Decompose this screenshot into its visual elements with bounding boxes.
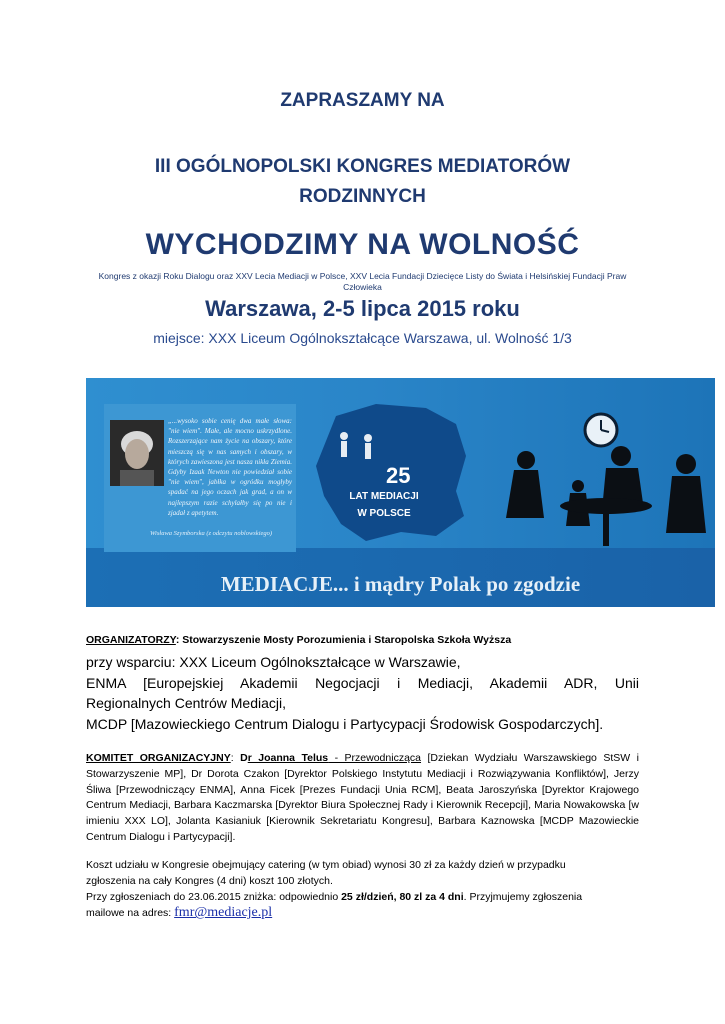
fees-text: . Przyjmujemy zgłoszenia [463,890,583,903]
family-table-icon [486,398,715,550]
committee-chair-role: - Przewodnicząca [328,752,422,764]
fees-block [86,858,639,922]
event-date: Warszawa, 2-5 lipca 2015 roku [205,296,520,321]
quote-text: „...wysoko sobie cenię dwa małe słowa: "nie wiem". Małe, ale mocno uskrzydlone. Rozszerzające nam życie na obszary, które mieszczą się w nas samych i obszary, w których zawieszona jest nasza nikła Ziemia. Gdyby Izaak Newton nie powiedział sobie "nie wiem", jabłka w ogródku mogłyby spadać na jego oczach jak grad, a on w najlepszym razie schylałby się po nie i zjadał z apetytem. [168,417,292,517]
fees-line: zgłoszenia na cały Kongres (4 dni) koszt 100 złotych. [86,874,333,887]
committee-label: KOMITET ORGANIZACYJNY [86,752,231,764]
fees-text: Przy zgłoszeniach do 23.06.2015 zniżka: odpowiednio [86,890,342,903]
fees-line [86,905,639,922]
banner-slogan: MEDIACJE... i mądry Polak po zgodzie [220,572,581,596]
support-line: MCDP [Mazowieckiego Centrum Dialogu i Partycypacji Środowisk Gospodarczych]. [86,715,604,732]
banner-image [86,378,715,607]
organizers-label: ORGANIZATORZY [86,634,176,646]
event-place: miejsce: XXX Liceum Ogólnokształcące Warszawa, ul. Wolność 1/3 [153,330,572,346]
subtitle: Kongres z okazji Roku Dialogu oraz XXV Lecia Mediacji w Polsce, XXV Lecia Fundacji Dziecięce Listy do Świata i Helsińskiej Fundacji Praw Człowieka [98,271,627,292]
quote-author: Wisława Szymborska (z odczytu noblowskiego) [150,530,273,537]
committee-sep: : [230,752,241,764]
country-label: W POLSCE [357,508,411,519]
committee-block [86,751,639,846]
slogan-heading: WYCHODZIMY NA WOLNOŚĆ [145,228,580,261]
fees-line [86,890,639,906]
committee-chair-prefix: D [240,752,248,764]
organizers-line [86,634,639,646]
support-line: Regionalnych Centrów Mediacji, [86,695,286,711]
email-link[interactable]: fmr@mediacje.pl [174,905,273,921]
support-line: ENMA [Europejskiej Akademii Negocjacji i Mediacji, Akademii ADR, Unii [86,674,639,691]
committee-chair: r Joanna Telus [247,752,329,764]
congress-title: III OGÓLNOPOLSKI KONGRES MEDIATORÓW RODZINNYCH [154,156,571,207]
invite-heading: ZAPRASZAMY NA [280,90,445,111]
support-block [86,652,639,734]
organizers-value: : Stowarzyszenie Mosty Porozumienia i Staropolska Szkoła Wyższa [175,634,512,646]
quote-box [104,404,296,552]
years-label: LAT MEDIACJI [349,491,419,502]
fees-line: Koszt udziału w Kongresie obejmujący catering (w tym obiad) wynosi 30 zł za każdy dzień w przypadku [86,859,566,871]
fees-text: mailowe na adres: [86,907,175,920]
committee-members: [Dziekan Wydziału Warszawskiego StSW i Stowarzyszenie MP], Dr Dorota Czakon [Dyrektor Polskiego Instytutu Mediacji i Rozwiązywania Konfliktów], Jerzy Śliwa [Przewodniczący ENMA], Anna Ficek [Prezes Fundacji Unia RCM], Beata Jaroszyńska [Dyrektor Krajowego Centrum Mediacji, Barbara Kaczmarska [Dyrektor Biura Społecznej Rady i Kierownik Recepcji], Maria Nowakowska [w imieniu XXX LO], Jolanta Kasianiuk [Kierownik Sekretariatu Kongresu], Barbara Kaznowska [MCDP Mazowieckie Centrum Dialogu i Partycypacji]. [86,752,639,843]
years-number: 25 [386,463,411,488]
fees-discount: 25 zł/dzień, 80 zl za 4 dni [341,890,464,903]
portrait-image [110,420,164,486]
support-line: przy wsparciu: XXX Liceum Ogólnokształcące w Warszawie, [86,654,461,670]
